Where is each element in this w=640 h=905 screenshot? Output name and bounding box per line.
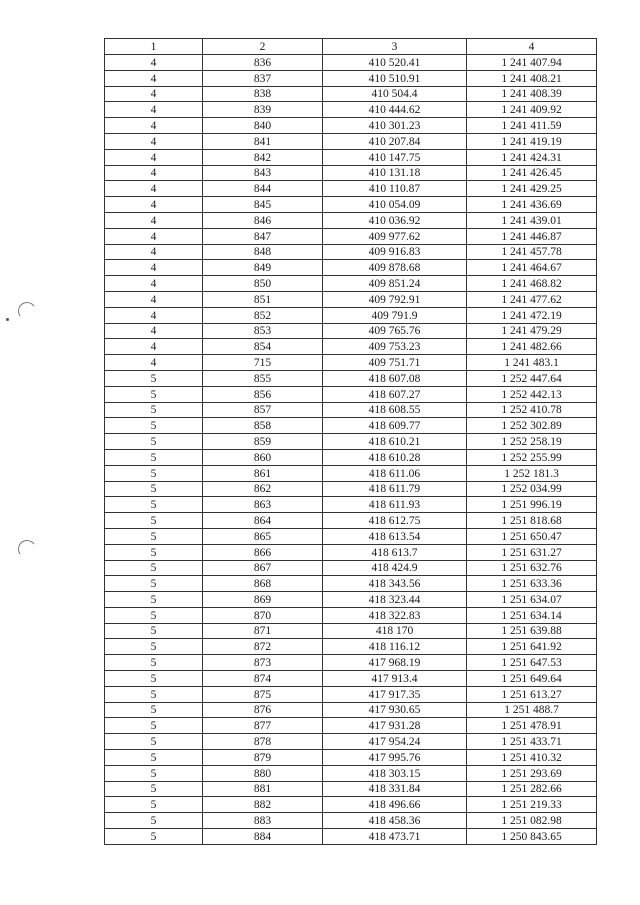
table-row bbox=[105, 149, 597, 165]
table-row bbox=[105, 655, 597, 671]
point-number-cell: 880 bbox=[203, 765, 323, 781]
contour-number-cell: 5 bbox=[105, 418, 203, 434]
coordinate-y-cell: 1 252 302.89 bbox=[467, 418, 597, 434]
point-number-cell: 865 bbox=[203, 528, 323, 544]
contour-number-cell: 5 bbox=[105, 797, 203, 813]
contour-number-cell: 5 bbox=[105, 465, 203, 481]
coordinate-x-cell: 418 496.66 bbox=[323, 797, 467, 813]
contour-number-cell: 4 bbox=[105, 291, 203, 307]
coordinate-x-cell: 418 322.83 bbox=[323, 607, 467, 623]
contour-number-cell: 4 bbox=[105, 323, 203, 339]
point-number-cell: 859 bbox=[203, 434, 323, 450]
coordinate-y-cell: 1 251 632.76 bbox=[467, 560, 597, 576]
table-row bbox=[105, 702, 597, 718]
contour-number-cell: 4 bbox=[105, 118, 203, 134]
coordinate-x-cell: 409 878.68 bbox=[323, 260, 467, 276]
scan-speck bbox=[6, 318, 9, 321]
contour-number-cell: 5 bbox=[105, 607, 203, 623]
point-number-cell: 837 bbox=[203, 70, 323, 86]
contour-number-cell: 5 bbox=[105, 734, 203, 750]
coordinate-y-cell: 1 241 419.19 bbox=[467, 133, 597, 149]
coordinate-x-cell: 410 207.84 bbox=[323, 133, 467, 149]
table-row bbox=[105, 560, 597, 576]
point-number-cell: 861 bbox=[203, 465, 323, 481]
point-number-cell: 849 bbox=[203, 260, 323, 276]
coordinate-x-cell: 418 613.7 bbox=[323, 544, 467, 560]
contour-number-cell: 5 bbox=[105, 528, 203, 544]
contour-number-cell: 4 bbox=[105, 149, 203, 165]
table-row bbox=[105, 718, 597, 734]
point-number-cell: 857 bbox=[203, 402, 323, 418]
table-row bbox=[105, 829, 597, 845]
point-number-cell: 846 bbox=[203, 212, 323, 228]
punch-hole-mark bbox=[17, 539, 38, 560]
coordinate-x-cell: 418 473.71 bbox=[323, 829, 467, 845]
coordinate-y-cell: 1 251 631.27 bbox=[467, 544, 597, 560]
table-row bbox=[105, 244, 597, 260]
coordinates-table-wrapper bbox=[104, 38, 596, 845]
coordinate-y-cell: 1 252 181.3 bbox=[467, 465, 597, 481]
table-row bbox=[105, 497, 597, 513]
table-row bbox=[105, 228, 597, 244]
coordinate-x-cell: 417 913.4 bbox=[323, 671, 467, 687]
point-number-cell: 840 bbox=[203, 118, 323, 134]
header-cell-2: 2 bbox=[203, 39, 323, 55]
point-number-cell: 855 bbox=[203, 370, 323, 386]
coordinate-y-cell: 1 250 843.65 bbox=[467, 829, 597, 845]
coordinate-x-cell: 410 110.87 bbox=[323, 181, 467, 197]
coordinate-x-cell: 410 036.92 bbox=[323, 212, 467, 228]
point-number-cell: 853 bbox=[203, 323, 323, 339]
contour-number-cell: 5 bbox=[105, 370, 203, 386]
point-number-cell: 836 bbox=[203, 55, 323, 71]
point-number-cell: 848 bbox=[203, 244, 323, 260]
point-number-cell: 881 bbox=[203, 781, 323, 797]
coordinate-y-cell: 1 251 488.7 bbox=[467, 702, 597, 718]
coordinate-x-cell: 409 851.24 bbox=[323, 276, 467, 292]
table-row bbox=[105, 607, 597, 623]
coordinate-y-cell: 1 252 255.99 bbox=[467, 449, 597, 465]
point-number-cell: 874 bbox=[203, 671, 323, 687]
table-row bbox=[105, 765, 597, 781]
contour-number-cell: 5 bbox=[105, 686, 203, 702]
table-row bbox=[105, 370, 597, 386]
coordinate-x-cell: 409 765.76 bbox=[323, 323, 467, 339]
coordinate-y-cell: 1 241 436.69 bbox=[467, 197, 597, 213]
table-row bbox=[105, 55, 597, 71]
point-number-cell: 876 bbox=[203, 702, 323, 718]
coordinate-y-cell: 1 241 479.29 bbox=[467, 323, 597, 339]
point-number-cell: 839 bbox=[203, 102, 323, 118]
coordinate-x-cell: 410 444.62 bbox=[323, 102, 467, 118]
coordinate-y-cell: 1 241 472.19 bbox=[467, 307, 597, 323]
contour-number-cell: 5 bbox=[105, 402, 203, 418]
table-row bbox=[105, 623, 597, 639]
point-number-cell: 843 bbox=[203, 165, 323, 181]
point-number-cell: 864 bbox=[203, 513, 323, 529]
table-row bbox=[105, 513, 597, 529]
table-row bbox=[105, 402, 597, 418]
coordinate-y-cell: 1 251 649.64 bbox=[467, 671, 597, 687]
point-number-cell: 883 bbox=[203, 813, 323, 829]
point-number-cell: 854 bbox=[203, 339, 323, 355]
table-row bbox=[105, 86, 597, 102]
coordinate-y-cell: 1 241 424.31 bbox=[467, 149, 597, 165]
coordinate-y-cell: 1 251 818.68 bbox=[467, 513, 597, 529]
header-cell-4: 4 bbox=[467, 39, 597, 55]
coordinate-x-cell: 418 611.06 bbox=[323, 465, 467, 481]
table-row bbox=[105, 449, 597, 465]
table-row bbox=[105, 197, 597, 213]
coordinate-x-cell: 410 131.18 bbox=[323, 165, 467, 181]
coordinate-x-cell: 418 303.15 bbox=[323, 765, 467, 781]
coordinate-x-cell: 418 607.08 bbox=[323, 370, 467, 386]
coordinate-y-cell: 1 241 439.01 bbox=[467, 212, 597, 228]
coordinate-x-cell: 418 610.28 bbox=[323, 449, 467, 465]
point-number-cell: 884 bbox=[203, 829, 323, 845]
table-header bbox=[105, 39, 597, 55]
table-body bbox=[105, 55, 597, 845]
coordinate-y-cell: 1 251 282.66 bbox=[467, 781, 597, 797]
point-number-cell: 715 bbox=[203, 355, 323, 371]
contour-number-cell: 4 bbox=[105, 181, 203, 197]
point-number-cell: 875 bbox=[203, 686, 323, 702]
coordinate-y-cell: 1 251 219.33 bbox=[467, 797, 597, 813]
coordinate-x-cell: 418 424.9 bbox=[323, 560, 467, 576]
coordinate-y-cell: 1 251 613.27 bbox=[467, 686, 597, 702]
coordinate-y-cell: 1 251 082.98 bbox=[467, 813, 597, 829]
point-number-cell: 850 bbox=[203, 276, 323, 292]
point-number-cell: 842 bbox=[203, 149, 323, 165]
coordinate-x-cell: 417 917.35 bbox=[323, 686, 467, 702]
contour-number-cell: 4 bbox=[105, 307, 203, 323]
point-number-cell: 872 bbox=[203, 639, 323, 655]
coordinate-y-cell: 1 241 426.45 bbox=[467, 165, 597, 181]
header-cell-1: 1 bbox=[105, 39, 203, 55]
point-number-cell: 858 bbox=[203, 418, 323, 434]
coordinate-y-cell: 1 241 468.82 bbox=[467, 276, 597, 292]
contour-number-cell: 5 bbox=[105, 750, 203, 766]
table-row bbox=[105, 781, 597, 797]
table-row bbox=[105, 102, 597, 118]
coordinate-x-cell: 409 753.23 bbox=[323, 339, 467, 355]
contour-number-cell: 4 bbox=[105, 165, 203, 181]
coordinate-x-cell: 410 301.23 bbox=[323, 118, 467, 134]
coordinate-y-cell: 1 251 996.19 bbox=[467, 497, 597, 513]
contour-number-cell: 4 bbox=[105, 70, 203, 86]
table-row bbox=[105, 307, 597, 323]
coordinate-y-cell: 1 251 478.91 bbox=[467, 718, 597, 734]
coordinate-x-cell: 410 147.75 bbox=[323, 149, 467, 165]
contour-number-cell: 5 bbox=[105, 497, 203, 513]
table-row bbox=[105, 291, 597, 307]
table-row bbox=[105, 118, 597, 134]
coordinate-y-cell: 1 251 634.07 bbox=[467, 592, 597, 608]
header-cell-3: 3 bbox=[323, 39, 467, 55]
table-row bbox=[105, 813, 597, 829]
contour-number-cell: 4 bbox=[105, 276, 203, 292]
coordinate-x-cell: 418 613.54 bbox=[323, 528, 467, 544]
coordinate-y-cell: 1 241 464.67 bbox=[467, 260, 597, 276]
coordinate-x-cell: 409 916.83 bbox=[323, 244, 467, 260]
coordinate-y-cell: 1 251 641.92 bbox=[467, 639, 597, 655]
contour-number-cell: 5 bbox=[105, 671, 203, 687]
point-number-cell: 866 bbox=[203, 544, 323, 560]
coordinate-x-cell: 410 054.09 bbox=[323, 197, 467, 213]
coordinate-y-cell: 1 252 034.99 bbox=[467, 481, 597, 497]
table-row bbox=[105, 797, 597, 813]
contour-number-cell: 5 bbox=[105, 544, 203, 560]
coordinate-x-cell: 417 995.76 bbox=[323, 750, 467, 766]
contour-number-cell: 5 bbox=[105, 434, 203, 450]
coordinate-y-cell: 1 241 477.62 bbox=[467, 291, 597, 307]
table-row bbox=[105, 339, 597, 355]
point-number-cell: 838 bbox=[203, 86, 323, 102]
contour-number-cell: 5 bbox=[105, 449, 203, 465]
contour-number-cell: 4 bbox=[105, 355, 203, 371]
table-row bbox=[105, 165, 597, 181]
contour-number-cell: 4 bbox=[105, 228, 203, 244]
table-row bbox=[105, 260, 597, 276]
table-row bbox=[105, 481, 597, 497]
coordinate-y-cell: 1 241 409.92 bbox=[467, 102, 597, 118]
coordinate-x-cell: 418 323.44 bbox=[323, 592, 467, 608]
coordinate-y-cell: 1 241 446.87 bbox=[467, 228, 597, 244]
point-number-cell: 841 bbox=[203, 133, 323, 149]
coordinate-x-cell: 418 116.12 bbox=[323, 639, 467, 655]
punch-hole-mark bbox=[17, 301, 38, 322]
contour-number-cell: 5 bbox=[105, 513, 203, 529]
coordinate-x-cell: 409 792.91 bbox=[323, 291, 467, 307]
table-row bbox=[105, 181, 597, 197]
contour-number-cell: 5 bbox=[105, 702, 203, 718]
coordinate-x-cell: 418 609.77 bbox=[323, 418, 467, 434]
coordinate-x-cell: 410 504.4 bbox=[323, 86, 467, 102]
contour-number-cell: 5 bbox=[105, 576, 203, 592]
contour-number-cell: 4 bbox=[105, 260, 203, 276]
contour-number-cell: 4 bbox=[105, 86, 203, 102]
coordinate-y-cell: 1 251 293.69 bbox=[467, 765, 597, 781]
coordinate-x-cell: 417 954.24 bbox=[323, 734, 467, 750]
contour-number-cell: 4 bbox=[105, 197, 203, 213]
point-number-cell: 845 bbox=[203, 197, 323, 213]
point-number-cell: 877 bbox=[203, 718, 323, 734]
point-number-cell: 871 bbox=[203, 623, 323, 639]
point-number-cell: 867 bbox=[203, 560, 323, 576]
point-number-cell: 870 bbox=[203, 607, 323, 623]
coordinate-x-cell: 418 611.93 bbox=[323, 497, 467, 513]
table-row bbox=[105, 639, 597, 655]
contour-number-cell: 4 bbox=[105, 133, 203, 149]
contour-number-cell: 4 bbox=[105, 55, 203, 71]
table-row bbox=[105, 212, 597, 228]
contour-number-cell: 5 bbox=[105, 623, 203, 639]
point-number-cell: 878 bbox=[203, 734, 323, 750]
point-number-cell: 862 bbox=[203, 481, 323, 497]
coordinates-table bbox=[104, 38, 597, 845]
table-row bbox=[105, 418, 597, 434]
coordinate-y-cell: 1 251 650.47 bbox=[467, 528, 597, 544]
coordinate-x-cell: 409 751.71 bbox=[323, 355, 467, 371]
contour-number-cell: 5 bbox=[105, 813, 203, 829]
contour-number-cell: 5 bbox=[105, 386, 203, 402]
point-number-cell: 852 bbox=[203, 307, 323, 323]
coordinate-y-cell: 1 251 647.53 bbox=[467, 655, 597, 671]
coordinate-y-cell: 1 241 408.21 bbox=[467, 70, 597, 86]
coordinate-y-cell: 1 241 483.1 bbox=[467, 355, 597, 371]
coordinate-x-cell: 418 343.56 bbox=[323, 576, 467, 592]
coordinate-y-cell: 1 251 639.88 bbox=[467, 623, 597, 639]
table-row bbox=[105, 592, 597, 608]
coordinate-y-cell: 1 252 258.19 bbox=[467, 434, 597, 450]
coordinate-y-cell: 1 241 411.59 bbox=[467, 118, 597, 134]
point-number-cell: 847 bbox=[203, 228, 323, 244]
point-number-cell: 860 bbox=[203, 449, 323, 465]
contour-number-cell: 4 bbox=[105, 244, 203, 260]
contour-number-cell: 4 bbox=[105, 102, 203, 118]
table-row bbox=[105, 276, 597, 292]
point-number-cell: 851 bbox=[203, 291, 323, 307]
coordinate-y-cell: 1 241 457.78 bbox=[467, 244, 597, 260]
contour-number-cell: 5 bbox=[105, 592, 203, 608]
point-number-cell: 844 bbox=[203, 181, 323, 197]
coordinate-x-cell: 417 930.65 bbox=[323, 702, 467, 718]
table-row bbox=[105, 544, 597, 560]
coordinate-x-cell: 418 331.84 bbox=[323, 781, 467, 797]
point-number-cell: 879 bbox=[203, 750, 323, 766]
point-number-cell: 882 bbox=[203, 797, 323, 813]
point-number-cell: 873 bbox=[203, 655, 323, 671]
coordinate-x-cell: 409 977.62 bbox=[323, 228, 467, 244]
contour-number-cell: 5 bbox=[105, 718, 203, 734]
contour-number-cell: 4 bbox=[105, 339, 203, 355]
contour-number-cell: 5 bbox=[105, 639, 203, 655]
coordinate-y-cell: 1 251 634.14 bbox=[467, 607, 597, 623]
coordinate-y-cell: 1 241 407.94 bbox=[467, 55, 597, 71]
table-row bbox=[105, 355, 597, 371]
coordinate-y-cell: 1 241 429.25 bbox=[467, 181, 597, 197]
coordinate-x-cell: 418 170 bbox=[323, 623, 467, 639]
coordinate-y-cell: 1 252 442.13 bbox=[467, 386, 597, 402]
coordinate-x-cell: 418 611.79 bbox=[323, 481, 467, 497]
point-number-cell: 856 bbox=[203, 386, 323, 402]
coordinate-x-cell: 417 968.19 bbox=[323, 655, 467, 671]
table-row bbox=[105, 465, 597, 481]
table-row bbox=[105, 750, 597, 766]
contour-number-cell: 5 bbox=[105, 781, 203, 797]
header-row bbox=[105, 39, 597, 55]
coordinate-x-cell: 417 931.28 bbox=[323, 718, 467, 734]
table-row bbox=[105, 386, 597, 402]
coordinate-x-cell: 410 510.91 bbox=[323, 70, 467, 86]
contour-number-cell: 5 bbox=[105, 481, 203, 497]
table-row bbox=[105, 734, 597, 750]
point-number-cell: 869 bbox=[203, 592, 323, 608]
contour-number-cell: 4 bbox=[105, 212, 203, 228]
point-number-cell: 863 bbox=[203, 497, 323, 513]
coordinate-x-cell: 418 458.36 bbox=[323, 813, 467, 829]
coordinate-y-cell: 1 251 433.71 bbox=[467, 734, 597, 750]
coordinate-y-cell: 1 241 482.66 bbox=[467, 339, 597, 355]
table-row bbox=[105, 70, 597, 86]
coordinate-y-cell: 1 241 408.39 bbox=[467, 86, 597, 102]
table-row bbox=[105, 528, 597, 544]
coordinate-x-cell: 418 610.21 bbox=[323, 434, 467, 450]
contour-number-cell: 5 bbox=[105, 829, 203, 845]
table-row bbox=[105, 434, 597, 450]
contour-number-cell: 5 bbox=[105, 655, 203, 671]
coordinate-y-cell: 1 252 447.64 bbox=[467, 370, 597, 386]
table-row bbox=[105, 671, 597, 687]
coordinate-x-cell: 409 791.9 bbox=[323, 307, 467, 323]
table-row bbox=[105, 576, 597, 592]
coordinate-y-cell: 1 251 410.32 bbox=[467, 750, 597, 766]
coordinate-x-cell: 410 520.41 bbox=[323, 55, 467, 71]
coordinate-y-cell: 1 252 410.78 bbox=[467, 402, 597, 418]
table-row bbox=[105, 323, 597, 339]
point-number-cell: 868 bbox=[203, 576, 323, 592]
coordinate-x-cell: 418 612.75 bbox=[323, 513, 467, 529]
coordinate-x-cell: 418 607.27 bbox=[323, 386, 467, 402]
table-row bbox=[105, 686, 597, 702]
contour-number-cell: 5 bbox=[105, 560, 203, 576]
coordinate-x-cell: 418 608.55 bbox=[323, 402, 467, 418]
coordinate-y-cell: 1 251 633.36 bbox=[467, 576, 597, 592]
contour-number-cell: 5 bbox=[105, 765, 203, 781]
table-row bbox=[105, 133, 597, 149]
